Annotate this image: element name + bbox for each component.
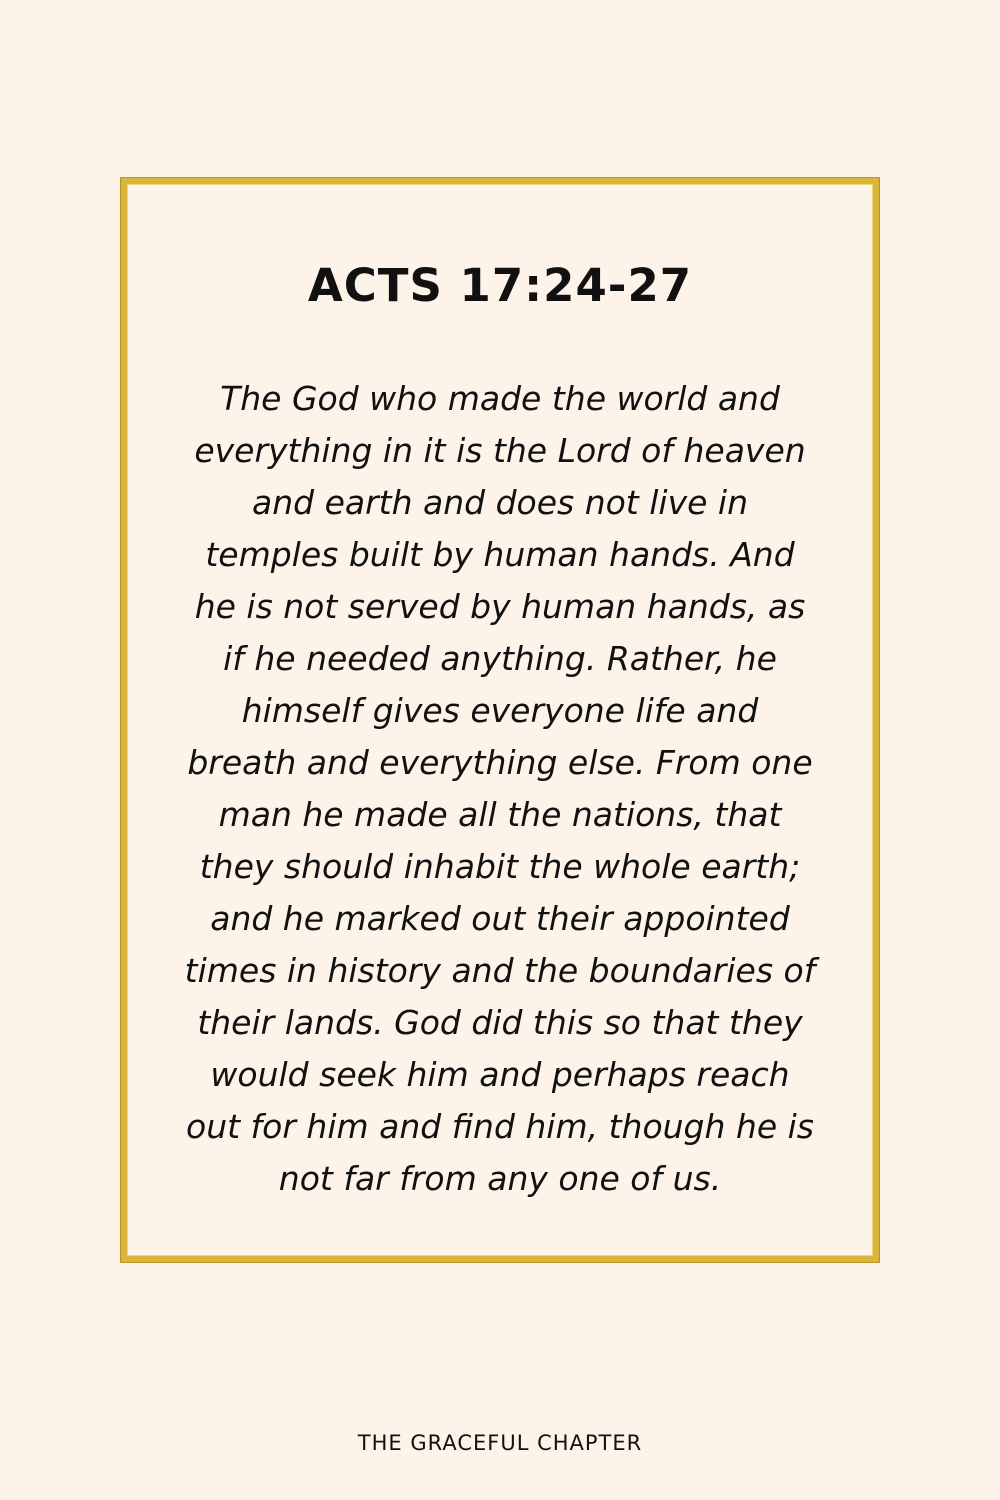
verse-line: if he needed anything. Rather, he bbox=[223, 639, 777, 678]
verse-line: man he made all the nations, that bbox=[218, 795, 782, 834]
verse-line: temples built by human hands. And bbox=[205, 535, 795, 574]
verse-reference-title: ACTS 17:24-27 bbox=[307, 259, 693, 312]
verse-line: their lands. God did this so that they bbox=[197, 1003, 803, 1042]
verse-line: out for him and find him, though he is bbox=[186, 1107, 814, 1146]
verse-line: everything in it is the Lord of heaven bbox=[194, 431, 806, 470]
verse-line: and earth and does not live in bbox=[252, 483, 748, 522]
verse-line: himself gives everyone life and bbox=[241, 691, 759, 730]
verse-line: not far from any one of us. bbox=[278, 1159, 722, 1198]
verse-line: would seek him and perhaps reach bbox=[210, 1055, 790, 1094]
verse-line: he is not served by human hands, as bbox=[194, 587, 806, 626]
brand-footer: THE GRACEFUL CHAPTER bbox=[357, 1431, 643, 1455]
verse-line: they should inhabit the whole earth; bbox=[199, 847, 801, 886]
verse-line: and he marked out their appointed bbox=[210, 899, 790, 938]
verse-line: times in history and the boundaries of bbox=[184, 951, 816, 990]
verse-text bbox=[140, 373, 860, 1205]
verse-line: breath and everything else. From one bbox=[187, 743, 813, 782]
verse-line: The God who made the world and bbox=[220, 379, 780, 418]
